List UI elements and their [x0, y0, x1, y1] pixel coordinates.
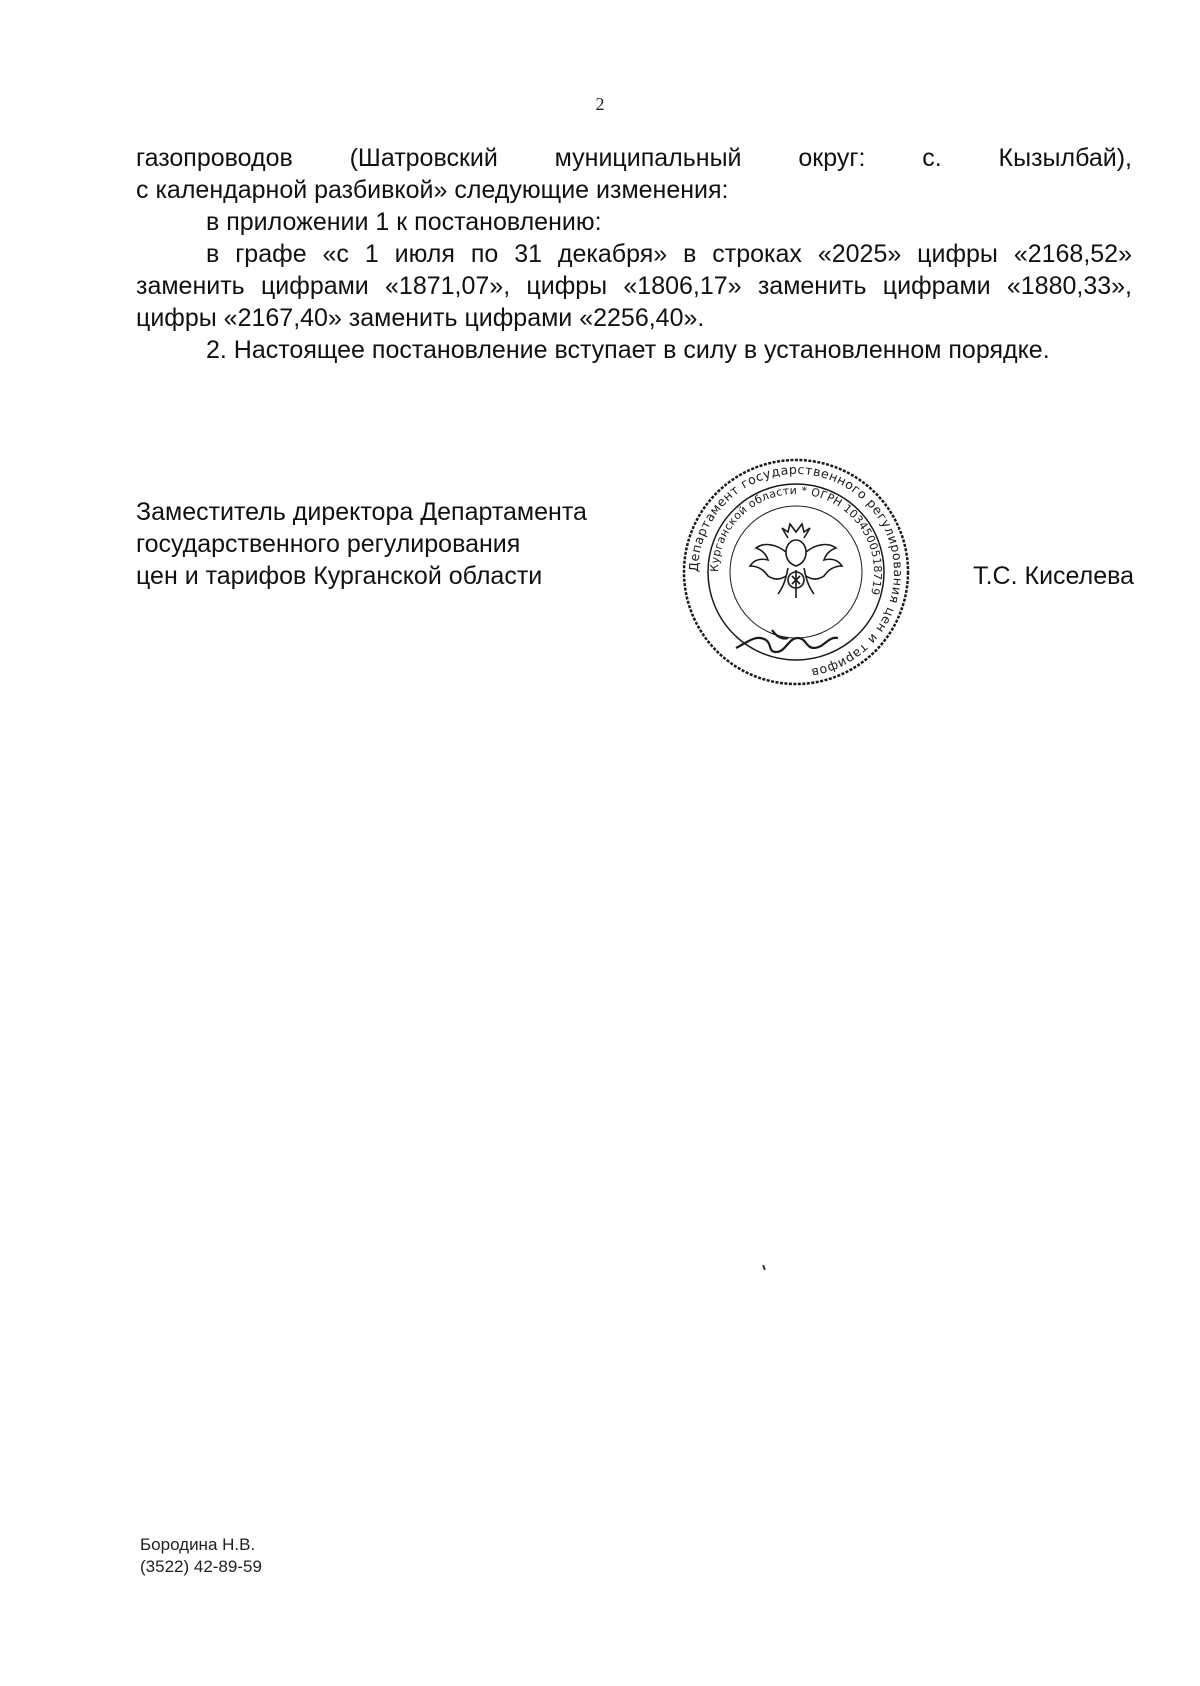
scan-speck: [762, 1265, 766, 1270]
executor-phone: (3522) 42-89-59: [140, 1557, 262, 1576]
position-line-3: цен и тарифов Курганской области: [136, 562, 543, 590]
position-line-1: Заместитель директора Департамента: [136, 498, 587, 526]
clause-2: 2. Настоящее постановление вступает в силу в установленном порядке.: [206, 336, 1050, 364]
seal-outer-text: Департамент государственного регулирования цен и тарифов: [685, 461, 907, 681]
page-number: 2: [595, 94, 605, 114]
amendment-text: в графе «с 1 июля по 31 декабря» в строках «2025» цифры «2168,52» заменить цифрами «1871,07», цифры «1806,17» заменить цифрами «1880,33», цифры «2167,40» заменить цифрами «2256,40».: [136, 240, 1132, 332]
position-line-2: государственного регулирования: [136, 530, 521, 558]
seal-inner-text: Курганской области * ОГРН 1034500518719: [707, 483, 885, 597]
document-body: [136, 142, 1132, 366]
executor-info: [140, 1534, 262, 1578]
signatory-position: [136, 496, 696, 592]
signatory-name: Т.С. Киселева: [973, 562, 1134, 590]
seal-signature-scribble-icon: [736, 630, 838, 652]
paragraph-continuation-line-2: с календарной разбивкой» следующие изменения:: [136, 176, 729, 204]
double-headed-eagle-emblem-icon: [750, 524, 842, 598]
annex-reference: в приложении 1 к постановлению:: [206, 208, 602, 236]
official-seal-stamp: [676, 452, 916, 692]
executor-name: Бородина Н.В.: [140, 1535, 256, 1554]
paragraph-continuation-line-1: газопроводов (Шатровский муниципальный округ: с. Кызылбай),: [136, 144, 1132, 172]
